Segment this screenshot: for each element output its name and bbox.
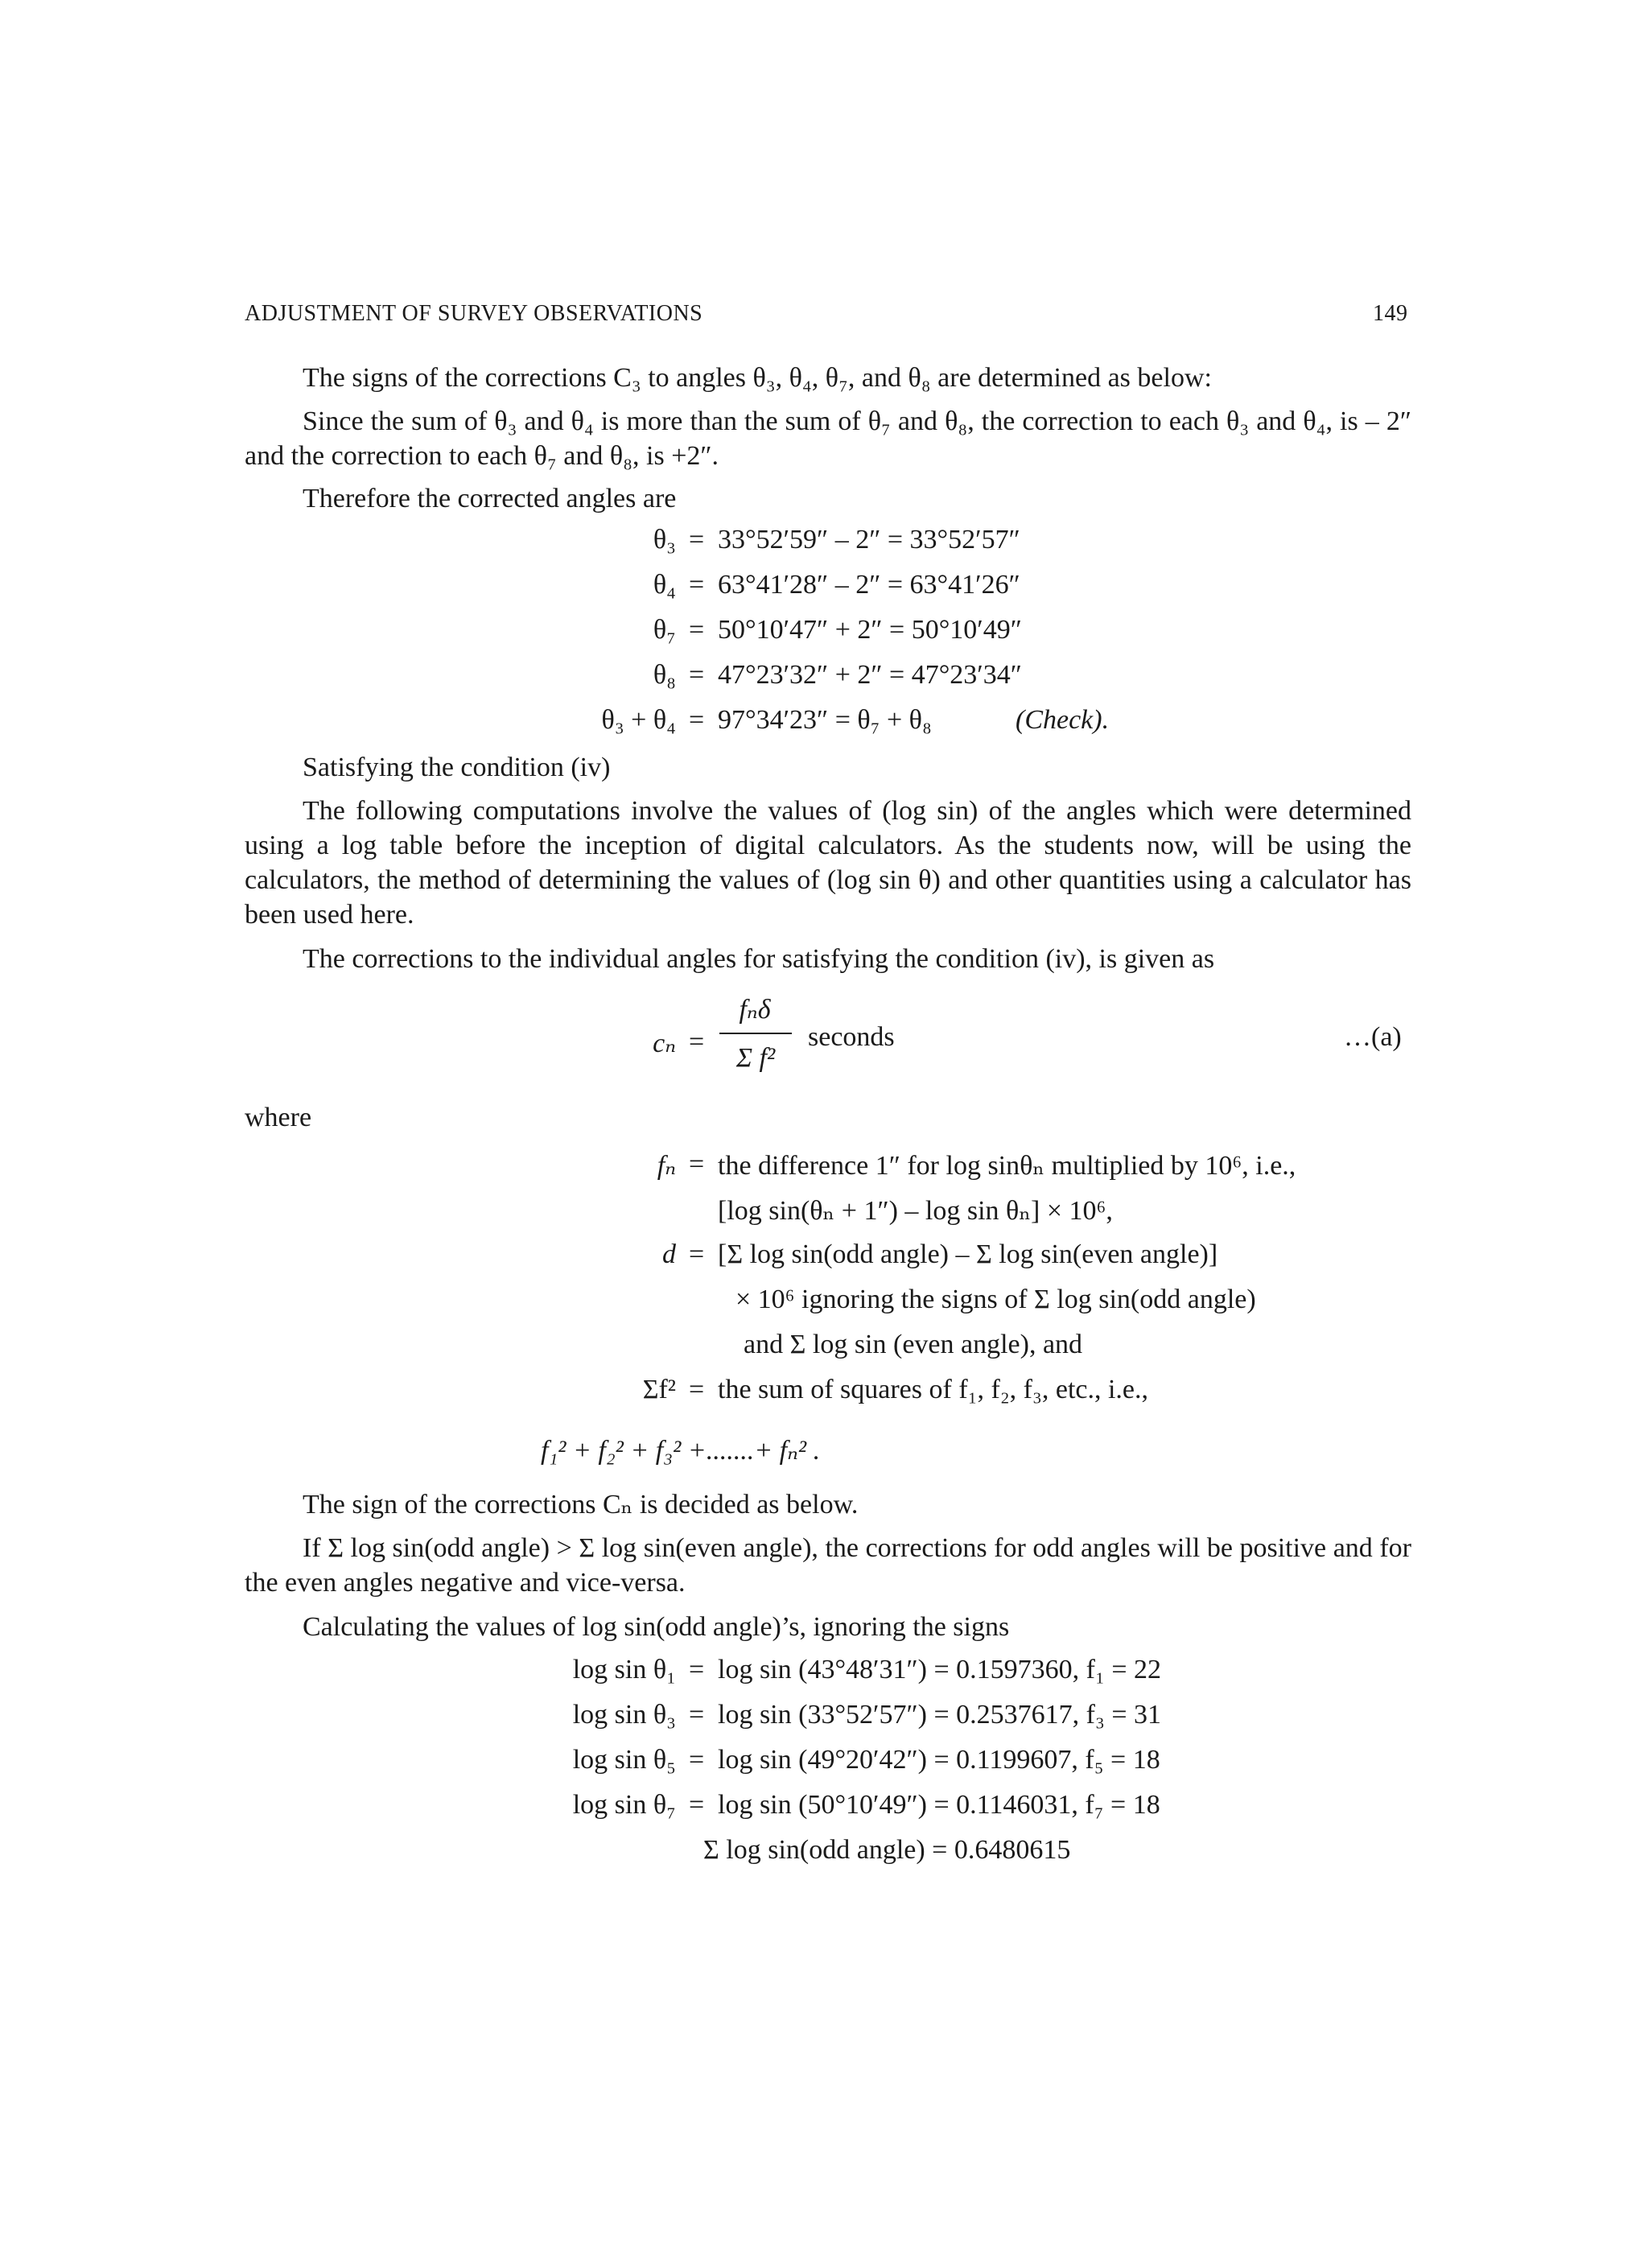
equals-sign: = [689,660,705,690]
equation-label: θ₈ [653,660,676,690]
definition-line: [log sin(θₙ + 1″) – log sin θₙ] × 10⁶, [718,1196,1113,1226]
equation-label: θ₇ [653,615,676,645]
equation-label: log sin θ₃ [572,1700,676,1730]
formula-numerator: fₙδ [739,995,771,1025]
paragraph: The sign of the corrections Cₙ is decided as below. [303,1490,859,1520]
definition-line: and Σ log sin (even angle), and [744,1330,1083,1359]
equation-total: Σ log sin(odd angle) = 0.6480615 [703,1835,1071,1865]
equation-rhs: log sin (50°10′49″) = 0.1146031, f₇ = 18 [718,1790,1160,1820]
equals-sign: = [689,1375,705,1404]
equals-sign: = [689,1027,705,1057]
equation-rhs: 47°23′32″ + 2″ = 47°23′34″ [718,660,1022,690]
equation-label: θ₃ + θ₄ [601,705,676,735]
where-label: where [245,1103,312,1132]
formula-lhs: cₙ [653,1029,676,1058]
paragraph: If Σ log sin(odd angle) > Σ log sin(even angle), the corrections for odd angles will be positive and for the even angles negative and vice-versa. [245,1533,1411,1598]
equals-sign: = [689,525,705,555]
definition-line: the difference 1″ for log sinθₙ multiplied by 10⁶, i.e., [718,1151,1296,1181]
formula-denominator: Σ f² [735,1043,776,1073]
check-note: (Check). [1016,705,1110,735]
equation-rhs: 33°52′59″ – 2″ = 33°52′57″ [718,525,1020,555]
equals-sign: = [689,1745,705,1775]
equals-sign: = [689,1655,705,1685]
equation-rhs: 97°34′23″ = θ₇ + θ₈ [718,705,932,735]
definition-line: × 10⁶ ignoring the signs of Σ log sin(odd angle) [735,1285,1256,1314]
paragraph: Therefore the corrected angles are [303,484,677,513]
equals-sign: = [689,1790,705,1820]
definition-label: fₙ [657,1151,676,1181]
equals-sign: = [689,1700,705,1730]
definition-line: [Σ log sin(odd angle) – Σ log sin(even angle)] [718,1239,1218,1269]
paragraph: The corrections to the individual angles for satisfying the condition (iv), is given as [303,944,1215,974]
fraction-bar [719,1033,792,1034]
definition-label: d [662,1239,676,1269]
definition-line: the sum of squares of f₁, f₂, f₃, etc., i.e., [718,1375,1149,1404]
equation-rhs: log sin (43°48′31″) = 0.1597360, f₁ = 22 [718,1655,1161,1685]
running-header: ADJUSTMENT OF SURVEY OBSERVATIONS [245,301,703,326]
paragraph: Satisfying the condition (iv) [303,753,611,782]
page-number: 149 [1373,301,1408,326]
equals-sign: = [689,705,705,735]
formula-unit: seconds [808,1022,895,1052]
equation-label: log sin θ₇ [572,1790,676,1820]
equation-rhs: 63°41′28″ – 2″ = 63°41′26″ [718,570,1020,600]
equation-label: θ₃ [653,525,676,555]
definition-label: Σf² [642,1375,676,1404]
sum-of-squares-expression: f₁² + f₂² + f₃² +.......+ fₙ² . [541,1436,821,1466]
equation-label: log sin θ₁ [572,1655,676,1685]
equals-sign: = [689,1239,705,1269]
equation-rhs: log sin (49°20′42″) = 0.1199607, f₅ = 18 [718,1745,1160,1775]
equation-label: θ₄ [653,570,676,600]
equation-rhs: 50°10′47″ + 2″ = 50°10′49″ [718,615,1022,645]
paragraph: The following computations involve the values of (log sin) of the angles which were determined using a log table before the inception of digital calculators. As the students now, will be using the calculators, the method of determining the values of (log sin θ) and other quantities using a calculator has been used here. [245,796,1411,930]
equation-label: log sin θ₅ [572,1745,676,1775]
paragraph: Calculating the values of log sin(odd angle)’s, ignoring the signs [303,1612,1010,1642]
equals-sign: = [689,1149,705,1179]
paragraph: Since the sum of θ₃ and θ₄ is more than the sum of θ₇ and θ₈, the correction to each θ₃ and θ₄, is – 2″ and the correction to each θ₇ and θ₈, is +2″. [245,406,1411,471]
equals-sign: = [689,570,705,600]
paragraph: The signs of the corrections C₃ to angles θ₃, θ₄, θ₇, and θ₈ are determined as below: [303,363,1212,393]
equation-rhs: log sin (33°52′57″) = 0.2537617, f₃ = 31 [718,1700,1161,1730]
equation-tag: …(a) [1344,1022,1402,1052]
equals-sign: = [689,615,705,645]
